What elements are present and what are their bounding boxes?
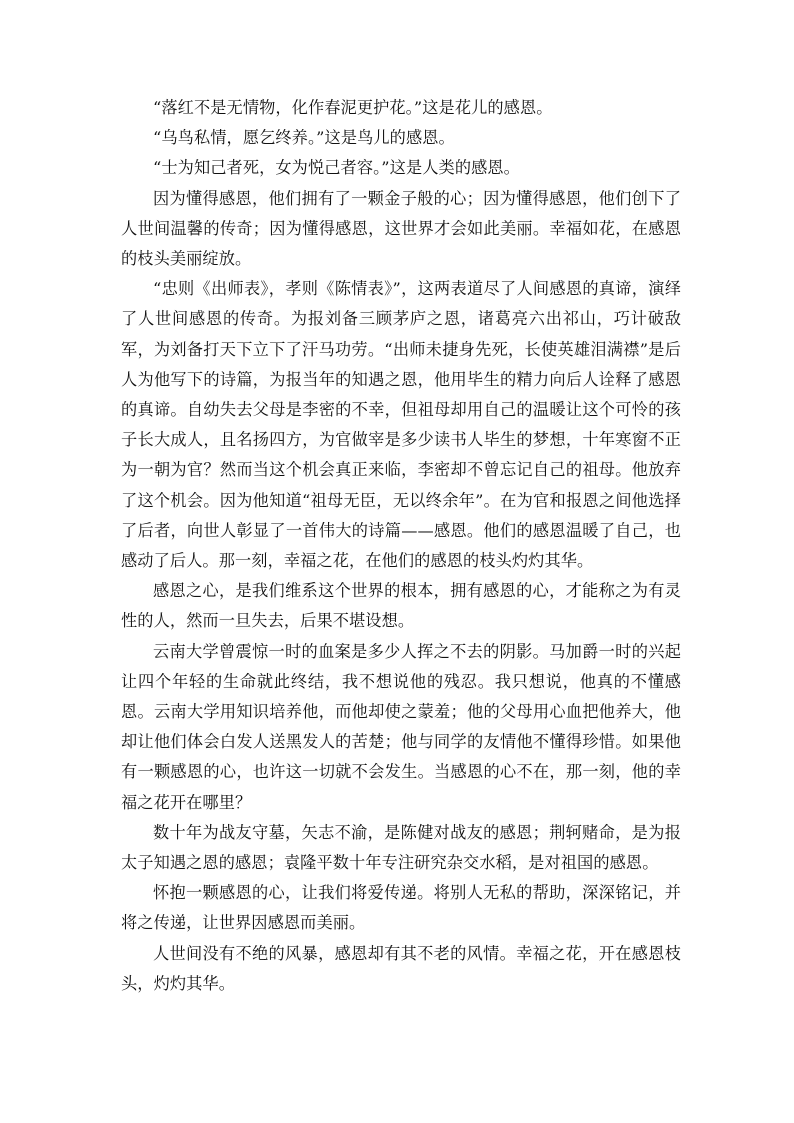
paragraph-6: 感恩之心，是我们维系这个世界的根本，拥有感恩的心，才能称之为有灵性的人，然而一旦失去，后果不堪设想。 <box>121 581 681 631</box>
paragraph-10: 人世间没有不绝的风暴，感恩却有其不老的风情。幸福之花，开在感恩枝头，灼灼其华。 <box>121 943 681 993</box>
paragraph-5: “忠则《出师表》，孝则《陈情表》”，这两表道尽了人间感恩的真谛，演绎了人世间感恩的传奇。为报刘备三顾茅庐之恩，诸葛亮六出祁山，巧计破敌军，为刘备打天下立下了汗马功劳。“出师未捷身先死，长使英雄泪满襟”是后人为他写下的诗篇，为报当年的知遇之恩，他用毕生的精力向后人诠释了感恩的真谛。自幼失去父母是李密的不幸，但祖母却用自己的温暖让这个可怜的孩子长大成人，且名扬四方，为官做宰是多少读书人毕生的梦想，十年寒窗不正为一朝为官？然而当这个机会真正来临，李密却不曾忘记自己的祖母。他放弃了这个机会。因为他知道“祖母无臣，无以终余年”。在为官和报恩之间他选择了后者，向世人彰显了一首伟大的诗篇——感恩。他们的感恩温暖了自己，也感动了后人。那一刻，幸福之花，在他们的感恩的枝头灼灼其华。 <box>121 279 681 571</box>
paragraph-4: 因为懂得感恩，他们拥有了一颗金子般的心；因为懂得感恩，他们创下了人世间温馨的传奇；因为懂得感恩，这世界才会如此美丽。幸福如花，在感恩的枝头美丽绽放。 <box>121 188 681 269</box>
paragraph-3: “士为知己者死，女为悦己者容。”这是人类的感恩。 <box>153 158 520 178</box>
paragraph-8: 数十年为战友守墓，矢志不渝，是陈健对战友的感恩；荆轲赌命，是为报太子知遇之恩的感恩；袁隆平数十年专注研究杂交水稻，是对祖国的感恩。 <box>121 822 681 873</box>
paragraph-2: “乌鸟私情，愿乞终养。”这是鸟儿的感恩。 <box>153 128 455 148</box>
paragraph-7: 云南大学曾震惊一时的血案是多少人挥之不去的阴影。马加爵一时的兴起让四个年轻的生命就此终结，我不想说他的残忍。我只想说，他真的不懂感恩。云南大学用知识培养他，而他却使之蒙羞；他的父母用心血把他养大，他却让他们体会白发人送黑发人的苦楚；他与同学的友情他不懂得珍惜。如果他有一颗感恩的心，也许这一切就不会发生。当感恩的心不在，那一刻，他的幸福之花开在哪里？ <box>121 641 681 812</box>
paragraph-1: “落红不是无情物，化作春泥更护花。”这是花儿的感恩。 <box>153 98 553 117</box>
essay-body <box>121 93 681 999</box>
paragraph-9: 怀抱一颗感恩的心，让我们将爱传递。将别人无私的帮助，深深铭记，并将之传递，让世界因感恩而美丽。 <box>121 883 681 933</box>
